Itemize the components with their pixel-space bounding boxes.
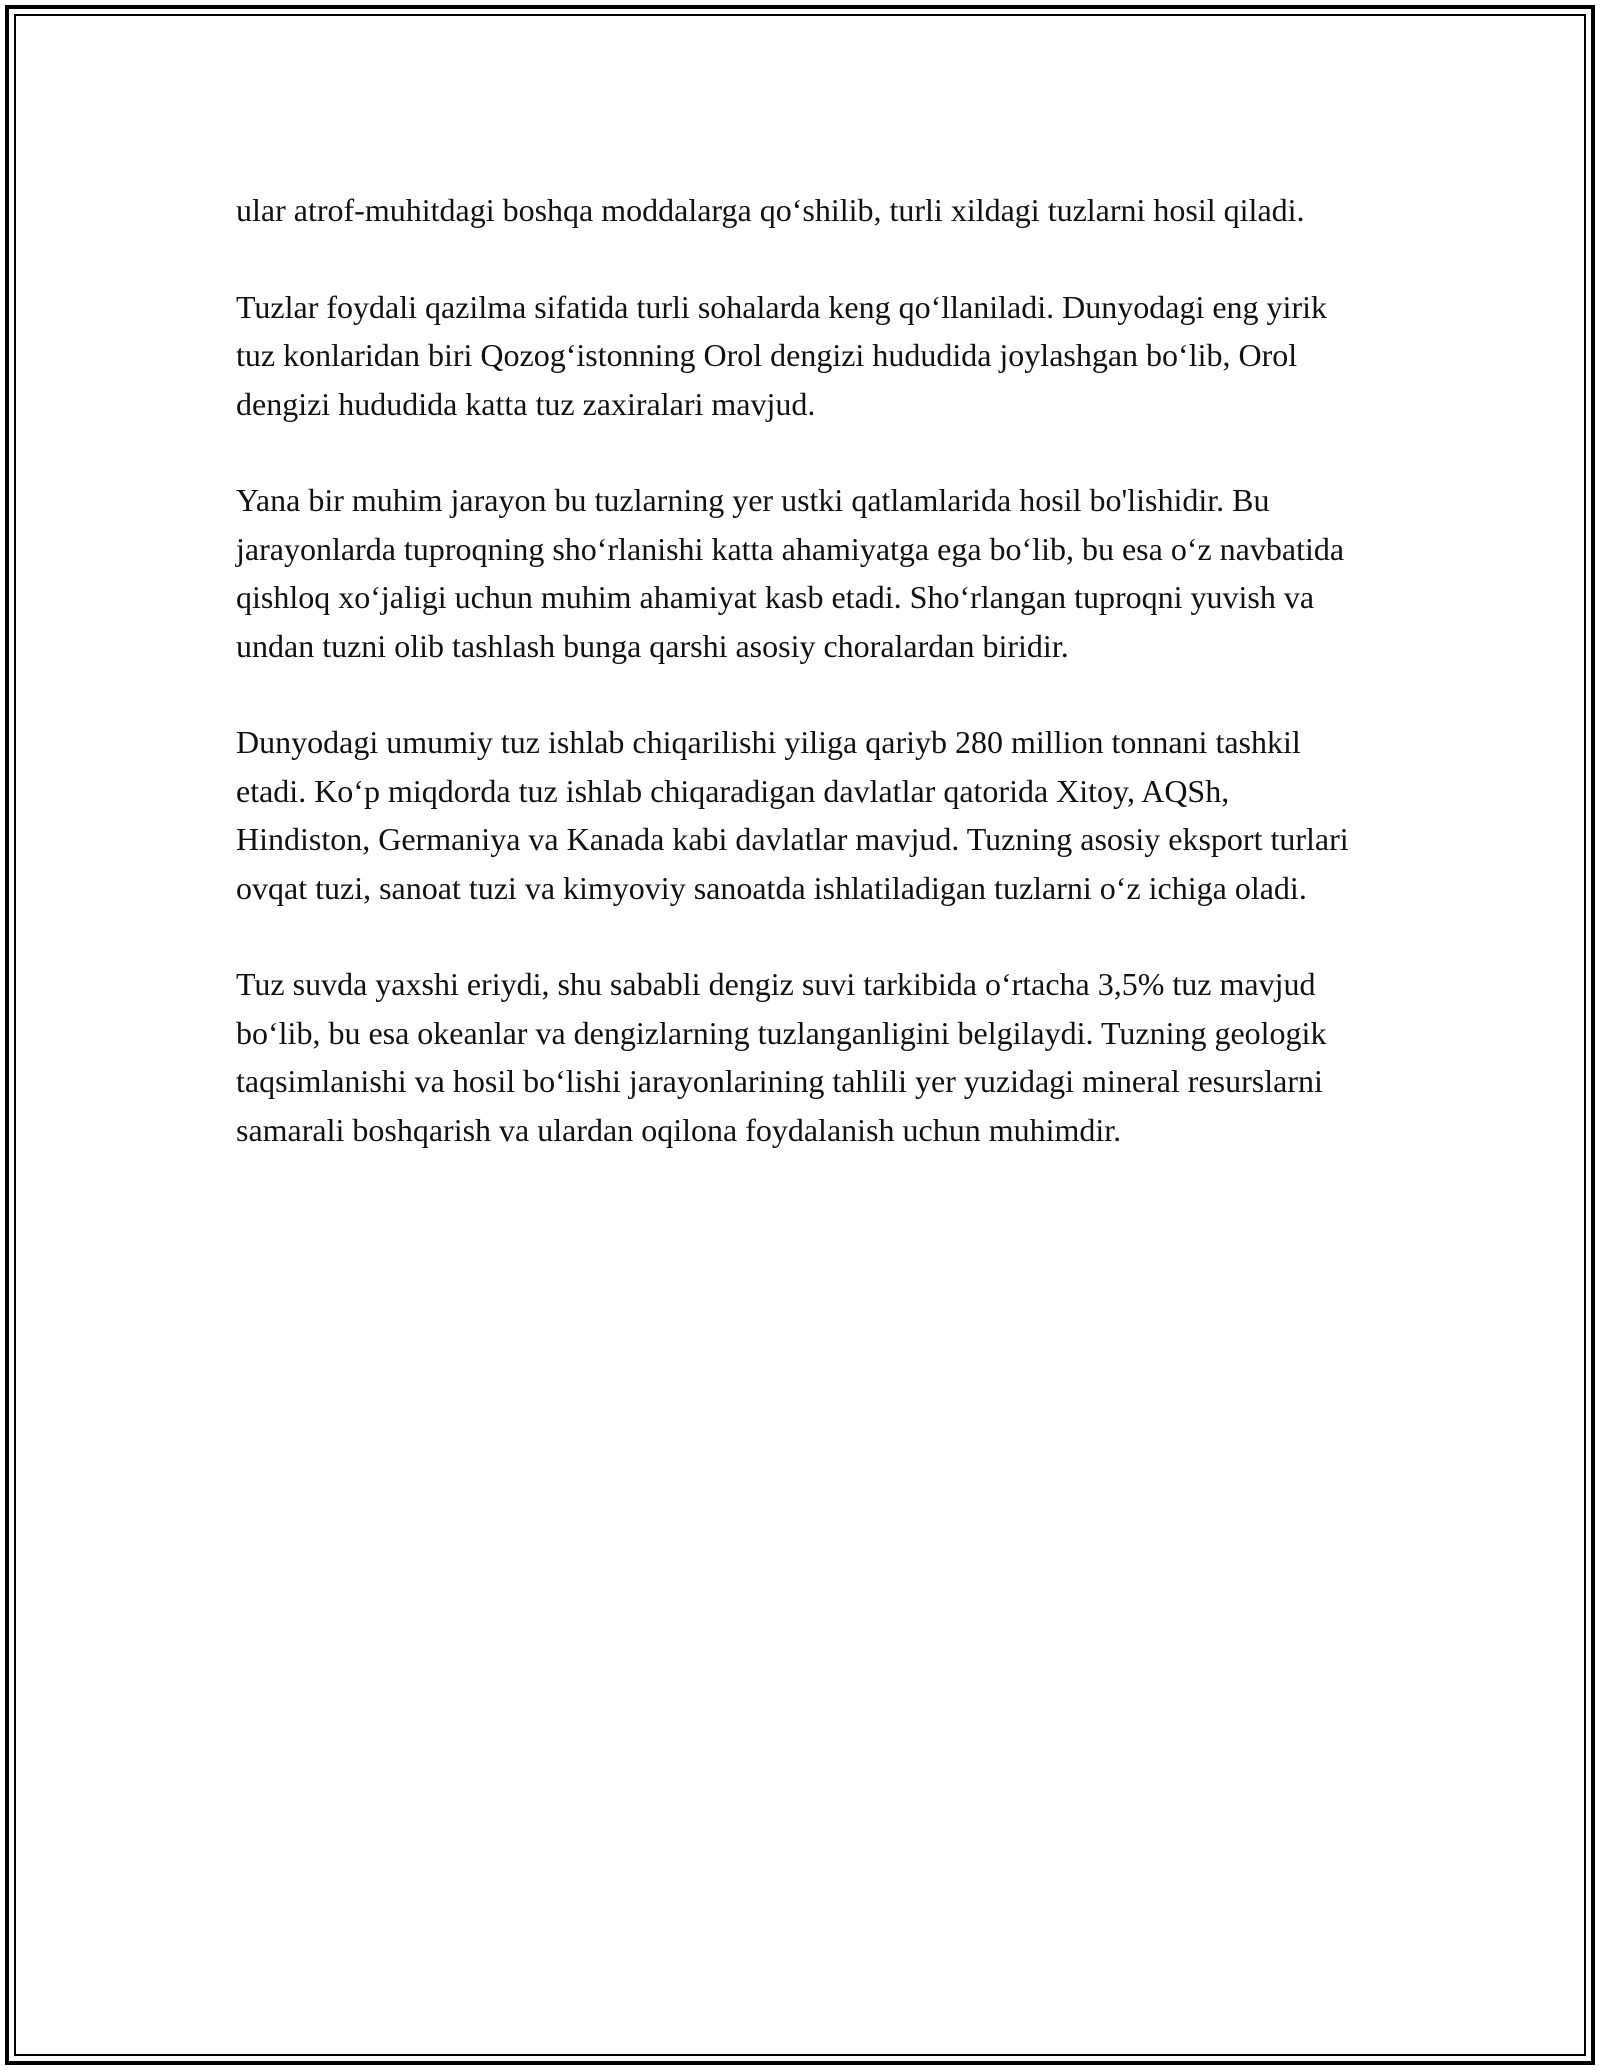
paragraph-4: Dunyodagi umumiy tuz ishlab chiqarilishi yiliga qariyb 280 million tonnani tashkil etadi. Ko‘p miqdorda tuz ishlab chiqaradigan davlatlar qatorida Xitoy, AQSh, Hindiston, Germaniya va Kanada kabi davlatlar mavjud. Tuzning asosiy eksport turlari ovqat tuzi, sanoat tuzi va kimyoviy sanoatda ishlatiladigan tuzlarni o‘z ichiga oladi. xyxy=(236,724,1349,906)
paragraph-5: Tuz suvda yaxshi eriydi, shu sababli dengiz suvi tarkibida o‘rtacha 3,5% tuz mavjud bo‘lib, bu esa okeanlar va dengizlarning tuzlanganligini belgilaydi. Tuzning geologik taqsimlanishi va hosil bo‘lishi jarayonlarining tahlili yer yuzidagi mineral resurslarni samarali boshqarish va ulardan oqilona foydalanish uchun muhimdir. xyxy=(236,966,1327,1148)
document-body xyxy=(236,186,1366,1202)
paragraph-1: ular atrof-muhitdagi boshqa moddalarga qo‘shilib, turli xildagi tuzlarni hosil qiladi. xyxy=(236,192,1305,228)
paragraph-2: Tuzlar foydali qazilma sifatida turli sohalarda keng qo‘llaniladi. Dunyodagi eng yirik tuz konlaridan biri Qozog‘istonning Orol dengizi hududida joylashgan bo‘lib, Orol dengizi hududida katta tuz zaxiralari mavjud. xyxy=(236,288,1327,422)
paragraph-3: Yana bir muhim jarayon bu tuzlarning yer ustki qatlamlarida hosil bo'lishidir. Bu jarayonlarda tuproqning sho‘rlanishi katta ahamiyatga ega bo‘lib, bu esa o‘z navbatida qishloq xo‘jaligi uchun muhim ahamiyat kasb etadi. Sho‘rlangan tuproqni yuvish va undan tuzni olib tashlash bunga qarshi asosiy choralardan biridir. xyxy=(236,482,1345,664)
